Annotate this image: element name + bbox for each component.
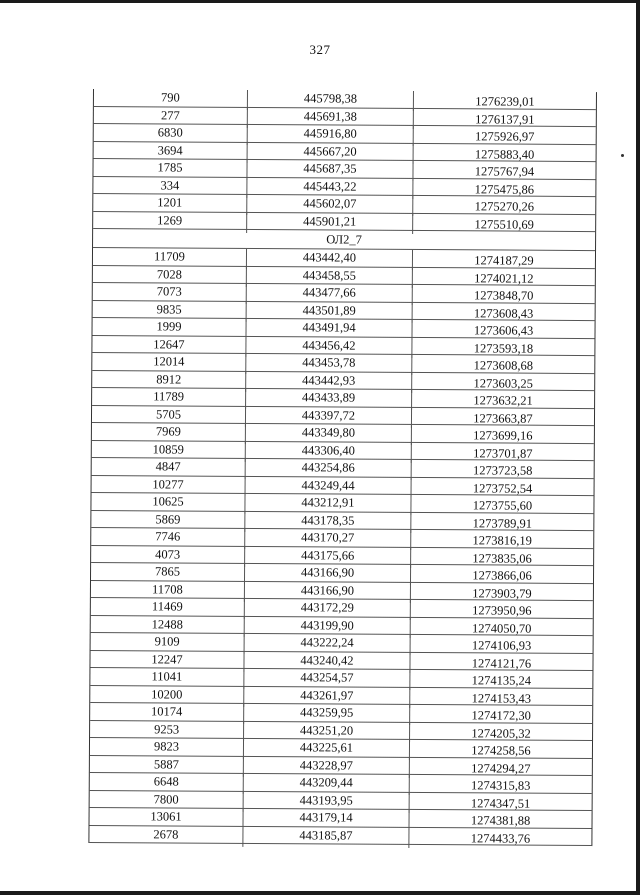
point-id-cell: 9253 [90, 720, 244, 741]
point-id-cell: 10200 [90, 685, 244, 706]
point-id-cell: 13061 [89, 808, 243, 829]
x-coordinate-cell: 443251,20 [244, 721, 410, 742]
y-coordinate-cell: 1273835,06 [472, 550, 532, 566]
y-coordinate-cell: 1273903,79 [472, 585, 532, 601]
y-coordinate-cell: 1275883,40 [474, 146, 535, 162]
x-coordinate-cell: 443491,94 [246, 319, 412, 340]
table-row [93, 212, 595, 233]
y-coordinate-cell: 1275767,94 [474, 164, 535, 179]
page-number: 327 [309, 42, 331, 57]
y-coordinate-cell: 1274172,30 [471, 708, 531, 723]
x-coordinate-cell: 443254,57 [244, 669, 410, 690]
x-coordinate-cell: 443433,89 [246, 389, 412, 410]
y-coordinate-cell: 1275510,69 [474, 216, 534, 232]
point-id-cell: 10174 [90, 703, 244, 724]
point-id-cell: 12247 [90, 650, 244, 671]
coordinates-table [88, 89, 597, 846]
scan-border-bottom [0, 891, 640, 895]
y-coordinate-cell: 1273752,54 [472, 480, 533, 496]
y-coordinate-cell: 1274433,76 [470, 830, 531, 846]
point-id-cell: 9835 [93, 301, 247, 322]
x-coordinate-cell: 443166,90 [245, 564, 411, 585]
x-coordinate-cell: 443222,24 [245, 634, 411, 655]
y-coordinate-cell: 1274205,32 [471, 725, 531, 741]
x-coordinate-cell: 443175,66 [245, 546, 411, 567]
x-coordinate-cell: 443259,95 [244, 704, 410, 725]
x-coordinate-cell: 443261,97 [244, 686, 410, 707]
point-id-cell: 5887 [90, 755, 244, 776]
y-coordinate-cell: 1273663,87 [473, 410, 533, 426]
point-id-cell: 7073 [93, 283, 247, 304]
point-id-cell: 11709 [93, 248, 247, 269]
x-coordinate-cell: 443397,72 [246, 406, 412, 427]
y-coordinate-cell: 1274187,29 [474, 253, 534, 268]
scan-speck [621, 154, 624, 157]
x-coordinate-cell: 443456,42 [246, 336, 412, 357]
y-coordinate-cell: 1273848,70 [474, 288, 534, 303]
x-coordinate-cell: 443453,78 [246, 354, 412, 375]
y-coordinate-cell: 1275270,26 [474, 199, 535, 214]
point-id-cell: 11469 [91, 598, 245, 619]
y-coordinate-cell: 1274294,27 [471, 760, 531, 776]
y-coordinate-cell: 1273950,96 [472, 603, 532, 618]
y-coordinate-cell: 1274258,56 [471, 743, 531, 758]
y-coordinate-cell: 1273699,16 [473, 428, 533, 443]
x-coordinate-cell: 443199,90 [245, 616, 411, 637]
x-coordinate-cell: 445798,38 [248, 90, 414, 111]
y-coordinate-cell: 1275475,86 [474, 181, 535, 197]
point-id-cell: 12014 [92, 353, 246, 374]
y-coordinate-cell: 1273606,43 [473, 323, 534, 338]
x-coordinate-cell: 445916,80 [248, 125, 414, 146]
y-coordinate-cell: 1274050,70 [471, 620, 532, 636]
x-coordinate-cell: 443172,29 [245, 599, 411, 620]
point-id-cell: 5869 [91, 510, 245, 531]
point-id-cell: 3694 [94, 142, 248, 163]
point-id-cell: 7028 [93, 266, 247, 287]
y-coordinate-cell: 1276137,91 [475, 111, 535, 127]
x-coordinate-cell: 445602,07 [247, 195, 413, 216]
y-coordinate-cell: 1273723,58 [472, 463, 533, 478]
point-id-cell: 12488 [91, 615, 245, 636]
y-coordinate-cell: 1273755,60 [472, 498, 533, 513]
point-id-cell: 10625 [91, 493, 245, 514]
point-id-cell: 11041 [90, 668, 244, 689]
point-id-cell: 1785 [93, 159, 247, 180]
x-coordinate-cell: 443306,40 [246, 441, 412, 462]
x-coordinate-cell: 443178,35 [245, 511, 411, 532]
point-id-cell: 8912 [92, 371, 246, 392]
point-id-cell: 6830 [94, 124, 248, 145]
x-coordinate-cell: 443349,80 [246, 424, 412, 445]
point-id-cell: 7865 [91, 563, 245, 584]
y-coordinate-cell: 1274381,88 [470, 813, 531, 828]
x-coordinate-cell: 443249,44 [246, 476, 412, 497]
x-coordinate-cell: 443185,87 [243, 826, 409, 847]
y-coordinate-cell: 1273701,87 [473, 445, 533, 461]
point-id-cell: 9823 [90, 738, 244, 759]
point-id-cell: 1269 [93, 212, 247, 233]
scan-border-top [0, 0, 640, 3]
point-id-cell: 334 [93, 177, 247, 198]
y-coordinate-cell: 1274106,93 [471, 638, 532, 653]
y-coordinate-cell: 1273593,18 [473, 340, 534, 356]
x-coordinate-cell: 443225,61 [244, 739, 410, 760]
point-id-cell: 10277 [92, 475, 246, 496]
point-id-cell: 6648 [90, 773, 244, 794]
x-coordinate-cell: 443254,86 [246, 459, 412, 480]
point-id-cell: 11789 [92, 388, 246, 409]
point-id-cell: 9109 [91, 633, 245, 654]
point-id-cell: 10859 [92, 440, 246, 461]
y-coordinate-cell: 1274153,43 [471, 690, 532, 706]
scan-border-right [636, 0, 640, 895]
x-coordinate-cell: 443170,27 [245, 529, 411, 550]
y-coordinate-cell: 1273866,06 [472, 568, 532, 583]
table-body-top [93, 89, 596, 232]
y-coordinate-cell: 1274121,76 [471, 655, 532, 671]
y-coordinate-cell: 1273816,19 [472, 533, 532, 548]
x-coordinate-cell: 443501,89 [247, 301, 413, 322]
point-id-cell: 11708 [91, 580, 245, 601]
y-coordinate-cell: 1274021,12 [474, 270, 534, 286]
x-coordinate-cell: 443458,55 [247, 266, 413, 287]
point-id-cell: 5705 [92, 406, 246, 427]
point-id-cell: 790 [94, 89, 248, 110]
y-coordinate-cell: 1273608,68 [473, 358, 534, 373]
point-id-cell: 7746 [91, 528, 245, 549]
x-coordinate-cell: 443442,40 [247, 249, 413, 270]
x-coordinate-cell: 445443,22 [247, 177, 413, 198]
x-coordinate-cell: 443477,66 [247, 284, 413, 305]
point-id-cell: 12647 [92, 336, 246, 357]
x-coordinate-cell: 443166,90 [245, 581, 411, 602]
y-coordinate-cell: 1273603,25 [473, 375, 533, 391]
y-coordinate-cell: 1276239,01 [475, 94, 535, 109]
x-coordinate-cell: 443193,95 [244, 791, 410, 812]
table-body-bottom [89, 248, 595, 846]
x-coordinate-cell: 443240,42 [244, 651, 410, 672]
x-coordinate-cell: 445667,20 [248, 142, 414, 163]
x-coordinate-cell: 445901,21 [247, 212, 413, 233]
section-label: ОЛ2_7 [93, 229, 595, 251]
x-coordinate-cell: 443209,44 [244, 774, 410, 795]
y-coordinate-cell: 1274347,51 [470, 795, 531, 811]
x-coordinate-cell: 443442,93 [246, 371, 412, 392]
point-id-cell: 1201 [93, 194, 247, 215]
y-coordinate-cell: 1274315,83 [471, 778, 531, 793]
point-id-cell: 1999 [92, 318, 246, 339]
point-id-cell: 7800 [90, 790, 244, 811]
point-id-cell: 4847 [92, 458, 246, 479]
point-id-cell: 2678 [89, 825, 243, 846]
y-coordinate-cell: 1273632,21 [473, 393, 533, 408]
x-coordinate-cell: 445687,35 [247, 160, 413, 181]
point-id-cell: 4073 [91, 545, 245, 566]
x-coordinate-cell: 443228,97 [244, 756, 410, 777]
x-coordinate-cell: 443212,91 [245, 494, 411, 515]
point-id-cell: 7969 [92, 423, 246, 444]
y-coordinate-cell: 1275926,97 [474, 129, 535, 144]
y-coordinate-cell: 1273608,43 [473, 305, 534, 321]
y-coordinate-cell: 1273789,91 [472, 515, 533, 531]
x-coordinate-cell: 445691,38 [248, 107, 414, 128]
y-coordinate-cell: 1274135,24 [471, 673, 532, 688]
table-row [89, 825, 591, 846]
x-coordinate-cell: 443179,14 [243, 809, 409, 830]
point-id-cell: 277 [94, 107, 248, 128]
